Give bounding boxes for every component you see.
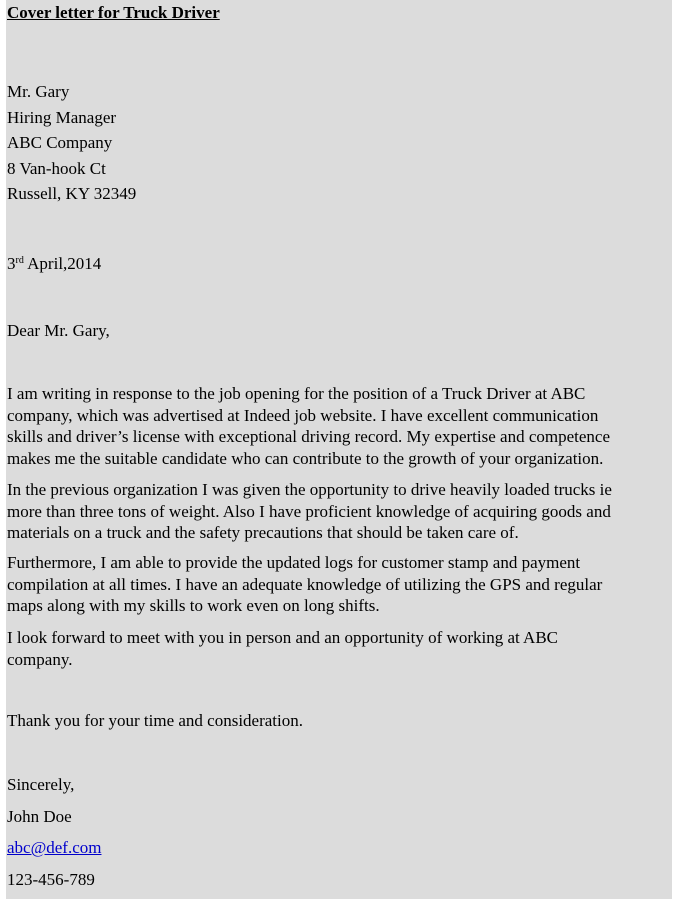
letter-page: [6, 0, 672, 899]
paragraph-2: [7, 479, 675, 544]
paragraph-1: [7, 383, 675, 469]
paragraph-4: [7, 627, 675, 670]
recipient-address: [7, 79, 136, 207]
date-rest: April,2014: [23, 254, 102, 273]
recipient-position: Hiring Manager: [7, 107, 117, 127]
paragraph-line: maps along with my skills to work even on long shifts.: [7, 596, 380, 615]
recipient-city: Russell, KY 32349: [7, 184, 137, 204]
paragraph-line: I am writing in response to the job opening for the position of a Truck Driver at ABC: [7, 384, 586, 403]
email-link[interactable]: abc@def.com: [7, 838, 102, 857]
paragraph-line: makes me the suitable candidate who can contribute to the growth of your organization.: [7, 448, 604, 468]
paragraph-line: Furthermore, I am able to provide the updated logs for customer stamp and payment: [7, 553, 581, 572]
paragraph-line: company, which was advertised at Indeed job website. I have excellent communication: [7, 405, 599, 425]
paragraph-line: In the previous organization I was given the opportunity to drive heavily loaded trucks ie: [7, 480, 612, 499]
recipient-company: ABC Company: [7, 133, 113, 153]
thanks-line: Thank you for your time and consideration.: [7, 711, 304, 730]
paragraph-line: skills and driver’s license with exceptional driving record. My expertise and competence: [7, 427, 610, 446]
date-suffix: rd: [15, 255, 24, 266]
email-line: [7, 837, 101, 859]
salutation: Dear Mr. Gary,: [7, 321, 110, 340]
paragraph-line: more than three tons of weight. Also I have proficient knowledge of acquiring goods and: [7, 501, 611, 521]
recipient-street: 8 Van-hook Ct: [7, 158, 106, 178]
signature-name: John Doe: [7, 807, 72, 826]
phone-number: 123-456-789: [7, 870, 95, 889]
paragraph-line: compilation at all times. I have an adequate knowledge of utilizing the GPS and regular: [7, 574, 603, 594]
letter-date: [7, 253, 101, 275]
date-day: 3: [7, 254, 16, 273]
paragraph-line: I look forward to meet with you in person and an opportunity of working at ABC: [7, 628, 558, 647]
paragraph-line: company.: [7, 649, 73, 669]
letter-title: Cover letter for Truck Driver: [7, 3, 220, 22]
paragraph-line: materials on a truck and the safety precautions that should be taken care of.: [7, 523, 519, 542]
paragraph-3: [7, 552, 675, 617]
closing: Sincerely,: [7, 775, 75, 794]
recipient-name: Mr. Gary: [7, 82, 70, 101]
